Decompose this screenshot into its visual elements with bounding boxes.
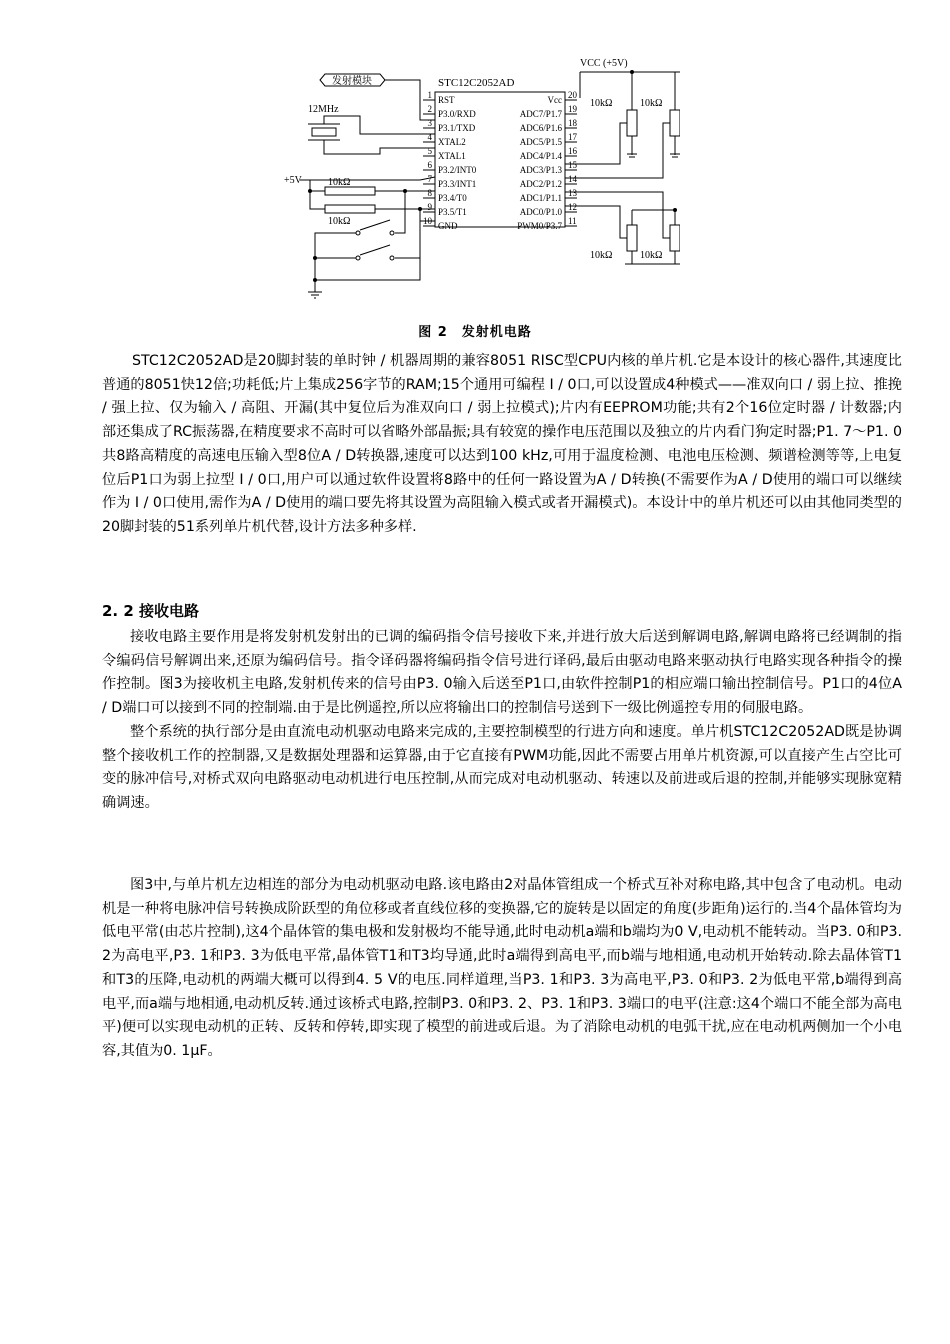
body-text-top bbox=[102, 350, 902, 540]
pin-number: 5 bbox=[427, 146, 432, 156]
pin-number: 15 bbox=[568, 160, 577, 170]
pin-number: 19 bbox=[568, 104, 577, 114]
pin-name: ADC3/P1.3 bbox=[519, 165, 562, 175]
pin-name: XTAL1 bbox=[438, 151, 466, 161]
potentiometer-2 bbox=[670, 110, 680, 136]
potentiometer-3 bbox=[627, 225, 637, 251]
transmitter-circuit-diagram bbox=[280, 50, 680, 315]
vcc-label: VCC (+5V) bbox=[580, 58, 628, 69]
pin-number: 1 bbox=[427, 90, 432, 100]
plus5v-label: +5V bbox=[284, 175, 302, 186]
pin-number: 20 bbox=[568, 90, 577, 100]
pin-name: P3.5/T1 bbox=[438, 207, 467, 217]
pin-number: 9 bbox=[427, 202, 432, 212]
pin-number: 14 bbox=[568, 174, 577, 184]
pin-number: 4 bbox=[427, 132, 432, 142]
figure-caption: 图 2 发射机电路 bbox=[418, 325, 532, 340]
paragraph: 图3中,与单片机左边相连的部分为电动机驱动电路.该电路由2对晶体管组成一个桥式互补对称电路,其中包含了电动机。电动机是一种将电脉冲信号转换成阶跃型的角位移或者直线位移的变换器,它的旋转是以固定的角度(步距角)运行的.当4个晶体管均为低电平常(由芯片控制),这4个晶体管的集电极和发射极均不能导通,此时电动机a端和b端均为0 V,电动机不能转动。当P3. 0和P3. 2为高电平,P3. 1和P3. 3为低电平常,晶体管T1和T3均导通,此时a端得到高电平,而b端与地相通,电动机开始转动.除去晶体管T1和T3的压降,电动机的两端大概可以得到4. 5 V的电压.同样道理,当P3. 1和P3. 3为高电平,P3. 0和P3. 2为低电平常,b端得到高电平,而a端与地相通,电动机反转.通过该桥式电路,控制P3. 0和P3. 2、P3. 1和P3. 3端口的电平(注意:这4个端口不能全部为高电平)便可以实现电动机的正转、反转和停转,即实现了模型的前进或后退。为了消除电动机的电弧干扰,应在电动机两侧加一个小电容,其值为0. 1μF。 bbox=[102, 877, 902, 1059]
crystal-label: 12MHz bbox=[308, 104, 339, 115]
pin-name: ADC2/P1.2 bbox=[519, 179, 562, 189]
pin-name: ADC6/P1.6 bbox=[519, 123, 562, 133]
pin-number: 8 bbox=[427, 188, 432, 198]
pin-name: P3.1/TXD bbox=[438, 123, 476, 133]
chip-name: STC12C2052AD bbox=[438, 77, 515, 89]
crystal bbox=[312, 128, 336, 136]
paragraph: 整个系统的执行部分是由直流电动机驱动电路来完成的,主要控制模型的行进方向和速度。单片机STC12C2052AD既是协调整个接收机工作的控制器,又是数据处理器和运算器,由于它直接有PWM功能,因此不需要占用单片机资源,可以直接产生占空比可变的脉冲信号,对桥式双向电路驱动电动机进行电压控制,从而完成对电动机驱动、转速以及前进或后退的控制,并能够实现脉宽精确调速。 bbox=[102, 723, 902, 811]
pin-name: PWM0/P3.7 bbox=[517, 221, 562, 231]
pin-name: XTAL2 bbox=[438, 137, 466, 147]
resistor-label: 10kΩ bbox=[328, 216, 351, 227]
pin-name: GND bbox=[438, 221, 458, 231]
resistor-label: 10kΩ bbox=[590, 250, 613, 261]
pin-number: 18 bbox=[568, 118, 577, 128]
pin-name: P3.0/RXD bbox=[438, 109, 476, 119]
pin-name: ADC1/P1.1 bbox=[519, 193, 562, 203]
body-text-bottom bbox=[102, 874, 902, 1064]
resistor-1 bbox=[325, 187, 375, 195]
pin-number: 12 bbox=[568, 202, 577, 212]
pin-number: 2 bbox=[427, 104, 432, 114]
pin-number: 11 bbox=[568, 216, 577, 226]
resistor-label: 10kΩ bbox=[590, 98, 613, 109]
paragraph: 接收电路主要作用是将发射机发射出的已调的编码指令信号接收下来,并进行放大后送到解调电路,解调电路将已经调制的指令编码信号解调出来,还原为编码信号。指令译码器将编码指令信号进行译码,最后由驱动电路来驱动执行电路实现各种指令的操作控制。图3为接收机主电路,发射机传来的信号由P3. 0输入后送至P1口,由软件控制P1的相应端口输出控制信号。P1口的4位A / D端口可以接到不同的控制端.由于是比例遥控,所以应将输出口的控制信号送到下一级比例遥控专用的伺服电路。 bbox=[102, 629, 902, 717]
paragraph: STC12C2052AD是20脚封装的单时钟 / 机器周期的兼容8051 RISC型CPU内核的单片机.它是本设计的核心器件,其速度比普通的8051快12倍;功耗低;片上集成256字节的RAM;15个通用可编程 I / 0口,可以设置成4种模式——准双向口 / 弱上拉、推挽 / 强上拉、仅为输入 / 高阻、开漏(其中复位后为准双向口 / 弱上拉模式);片内有EEPROM功能;共有2个16位定时器 / 计数器;内部还集成了RC振荡器,在精度要求不高时可以省略外部晶振;具有较宽的操作电压范围以及独立的片内看门狗定时器;P1. 7～P1. 0共8路高精度的高速电压输入型8位A / D转换器,速度可以达到100 kHz,可用于温度检测、电池电压检测、频谱检测等等,上电复位后P1口为弱上拉型 I / 0口,用户可以通过软件设置将8路中的任何一路设置为A / D转换(不需要作为A / D使用的端口可以继续作为 I / 0口使用,需作为A / D使用的端口要先将其设置为高阻输入模式或者开漏模式)。本设计中的单片机还可以由其他同类型的20脚封装的51系列单片机代替,设计方法多种多样. bbox=[102, 353, 902, 535]
resistor-2 bbox=[325, 205, 375, 213]
resistor-label: 10kΩ bbox=[328, 177, 351, 188]
resistor-label: 10kΩ bbox=[640, 98, 663, 109]
pin-number: 13 bbox=[568, 188, 577, 198]
pin-name: P3.4/T0 bbox=[438, 193, 467, 203]
pin-number: 10 bbox=[423, 216, 432, 226]
resistor-label: 10kΩ bbox=[640, 250, 663, 261]
pin-number: 6 bbox=[427, 160, 432, 170]
pin-number: 3 bbox=[427, 118, 432, 128]
pin-name: Vcc bbox=[547, 95, 562, 105]
pin-name: ADC4/P1.4 bbox=[519, 151, 562, 161]
body-text-middle bbox=[102, 626, 902, 816]
pin-name: ADC7/P1.7 bbox=[519, 109, 562, 119]
section-heading: 2. 2 接收电路 bbox=[102, 602, 200, 620]
pin-number: 17 bbox=[568, 132, 577, 142]
pin-name: ADC5/P1.5 bbox=[519, 137, 562, 147]
pin-number: 7 bbox=[427, 174, 432, 184]
pin-name: RST bbox=[438, 95, 455, 105]
transmitter-module-label: 发射模块 bbox=[332, 76, 372, 87]
potentiometer-1 bbox=[627, 110, 637, 136]
pin-name: P3.3/INT1 bbox=[438, 179, 477, 189]
potentiometer-4 bbox=[670, 225, 680, 251]
pin-number: 16 bbox=[568, 146, 577, 156]
pin-name: ADC0/P1.0 bbox=[519, 207, 562, 217]
pin-name: P3.2/INT0 bbox=[438, 165, 477, 175]
